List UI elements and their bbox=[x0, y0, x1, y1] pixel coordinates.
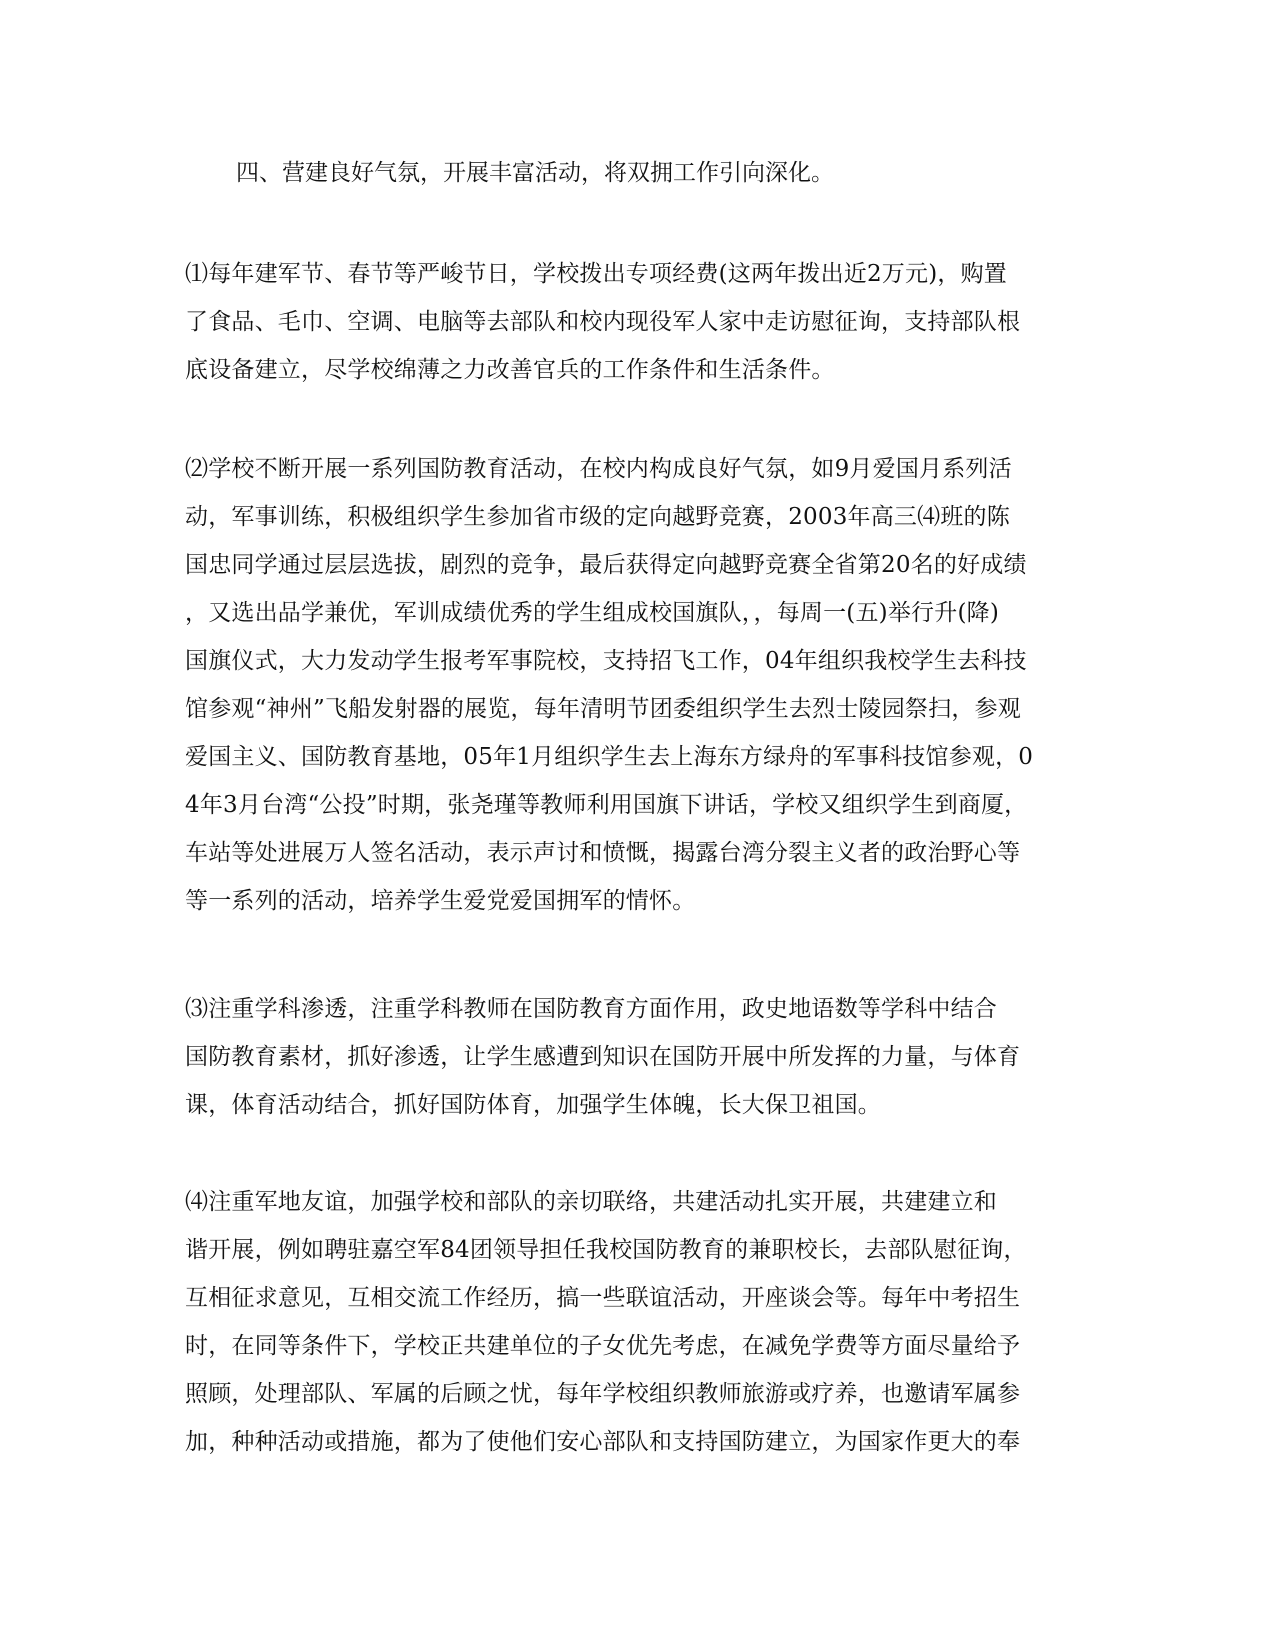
paragraph-4 bbox=[185, 1178, 1085, 1466]
text-line: ，又选出品学兼优，军训成绩优秀的学生组成校国旗队，，每周一(五)举行升(降) bbox=[185, 600, 999, 626]
text-line: 课，体育活动结合，抓好国防体育，加强学生体魄，长大保卫祖国。 bbox=[185, 1092, 881, 1118]
text-line: 国忠同学通过层层选拔，剧烈的竞争，最后获得定向越野竞赛全省第20名的好成绩 bbox=[185, 552, 1027, 578]
text-line: ⑴每年建军节、春节等严峻节日，学校拨出专项经费(这两年拨出近2万元)，购置 bbox=[185, 261, 1007, 287]
text-line: 加，种种活动或措施，都为了使他们安心部队和支持国防建立，为国家作更大的奉 bbox=[185, 1429, 1021, 1455]
text-line: ⑵学校不断开展一系列国防教育活动，在校内构成良好气氛，如9月爱国月系列活 bbox=[185, 456, 1012, 482]
text-line: 车站等处进展万人签名活动，表示声讨和愤慨，揭露台湾分裂主义者的政治野心等 bbox=[185, 840, 1021, 866]
paragraph-3 bbox=[185, 985, 1085, 1129]
text-line: ⑷注重军地友谊，加强学校和部队的亲切联络，共建活动扎实开展，共建建立和 bbox=[185, 1189, 997, 1215]
text-line: 4年3月台湾“公投”时期，张尧瑾等教师利用国旗下讲话，学校又组织学生到商厦， bbox=[185, 792, 1028, 818]
paragraph-1 bbox=[185, 250, 1085, 394]
text-line: 动，军事训练，积极组织学生参加省市级的定向越野竞赛，2003年高三⑷班的陈 bbox=[185, 504, 1010, 530]
paragraph-2 bbox=[185, 445, 1085, 925]
text-line: 国防教育素材，抓好渗透，让学生感遭到知识在国防开展中所发挥的力量，与体育 bbox=[185, 1044, 1021, 1070]
text-line: 馆参观“神州”飞船发射器的展览，每年清明节团委组织学生去烈士陵园祭扫，参观 bbox=[185, 696, 1021, 722]
text-line: 互相征求意见，互相交流工作经历，搞一些联谊活动，开座谈会等。每年中考招生 bbox=[185, 1285, 1021, 1311]
text-line: 谐开展，例如聘驻嘉空军84团领导担任我校国防教育的兼职校长，去部队慰征询， bbox=[185, 1237, 1027, 1263]
text-line: ⑶注重学科渗透，注重学科教师在国防教育方面作用，政史地语数等学科中结合 bbox=[185, 996, 997, 1022]
text-line: 照顾，处理部队、军属的后顾之忧，每年学校组织教师旅游或疗养，也邀请军属参 bbox=[185, 1381, 1021, 1407]
section-heading: 四、营建良好气氛，开展丰富活动，将双拥工作引向深化。 bbox=[236, 160, 834, 186]
text-line: 时，在同等条件下，学校正共建单位的子女优先考虑，在减免学费等方面尽量给予 bbox=[185, 1333, 1021, 1359]
text-line: 了食品、毛巾、空调、电脑等去部队和校内现役军人家中走访慰征询，支持部队根 bbox=[185, 309, 1021, 335]
text-line: 底设备建立，尽学校绵薄之力改善官兵的工作条件和生活条件。 bbox=[185, 357, 835, 383]
text-line: 爱国主义、国防教育基地，05年1月组织学生去上海东方绿舟的军事科技馆参观，0 bbox=[185, 744, 1034, 770]
text-line: 国旗仪式，大力发动学生报考军事院校，支持招飞工作，04年组织我校学生去科技 bbox=[185, 648, 1027, 674]
text-line: 等一系列的活动，培养学生爱党爱国拥军的情怀。 bbox=[185, 888, 696, 914]
